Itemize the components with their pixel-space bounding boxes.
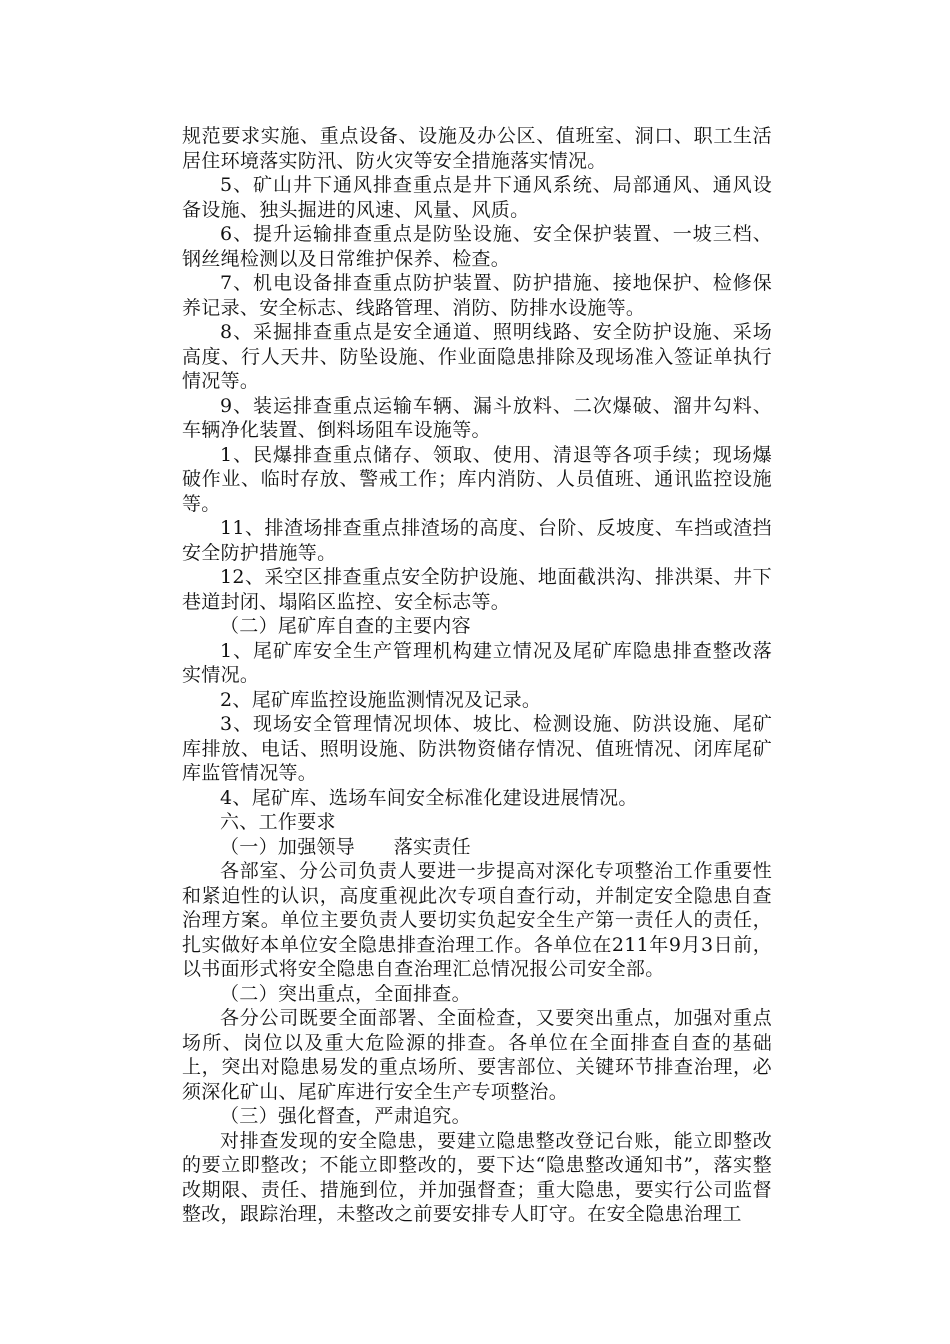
paragraph-item-8-mining: 8、采掘排查重点是安全通道、照明线路、安全防护设施、采场高度、行人天井、防坠设施、作业面隐患排除及现场准入签证单执行情况等。 — [182, 321, 772, 392]
paragraph-tailings-item-1: 1、尾矿库安全生产管理机构建立情况及尾矿库隐患排查整改落实情况。 — [182, 639, 772, 686]
paragraph-item-7-electromechanical: 7、机电设备排查重点防护装置、防护措施、接地保护、检修保养记录、安全标志、线路管理、消防、防排水设施等。 — [182, 272, 772, 319]
paragraph-item-12-goaf: 12、采空区排查重点安全防护设施、地面截洪沟、排洪渠、井下巷道封闭、塌陷区监控、安全标志等。 — [182, 566, 772, 613]
paragraph-leadership-body: 各部室、分公司负责人要进一步提高对深化专项整治工作重要性和紧迫性的认识，高度重视此次专项自查行动，并制定安全隐患自查治理方案。单位主要负责人要切实负起安全生产第一责任人的责任，扎实做好本单位安全隐患排查治理工作。各单位在211年9月3日前，以书面形式将安全隐患自查治理汇总情况报公司安全部。 — [182, 860, 772, 980]
paragraph-continuation: 规范要求实施、重点设备、设施及办公区、值班室、洞口、职工生活居住环境落实防汛、防火灾等安全措施落实情况。 — [182, 125, 772, 172]
section-heading-work-requirements: 六、工作要求 — [220, 811, 336, 833]
paragraph-item-5-ventilation: 5、矿山井下通风排查重点是井下通风系统、局部通风、通风设备设施、独头掘进的风速、风量、风质。 — [182, 174, 772, 221]
document-body — [182, 124, 772, 1227]
section-heading-tailings-inspection: （二）尾矿库自查的主要内容 — [220, 615, 471, 637]
paragraph-item-9-loading: 9、装运排查重点运输车辆、漏斗放料、二次爆破、溜井勾料、车辆净化装置、倒料场阻车设施等。 — [182, 394, 772, 441]
subsection-heading-leadership: （一）加强领导 落实责任 — [220, 835, 471, 858]
subsection-heading-supervision: （三）强化督查，严肃追究。 — [220, 1105, 471, 1127]
paragraph-tailings-item-4: 4、尾矿库、选场车间安全标准化建设进展情况。 — [220, 786, 638, 809]
subsection-heading-key-points: （二）突出重点，全面排查。 — [220, 982, 471, 1005]
paragraph-item-10-explosives: 1、民爆排查重点储存、领取、使用、清退等各项手续；现场爆破作业、临时存放、警戒工作；库内消防、人员值班、通讯监控设施等。 — [182, 443, 772, 515]
paragraph-item-6-hoisting: 6、提升运输排查重点是防坠设施、安全保护装置、一坡三档、钢丝绳检测以及日常维护保养、检查。 — [182, 223, 772, 270]
paragraph-tailings-item-3: 3、现场安全管理情况坝体、坡比、检测设施、防洪设施、尾矿库排放、电话、照明设施、防洪物资储存情况、值班情况、闭库尾矿库监管情况等。 — [182, 713, 772, 784]
paragraph-tailings-item-2: 2、尾矿库监控设施监测情况及记录。 — [220, 688, 542, 711]
paragraph-supervision-body: 对排查发现的安全隐患，要建立隐患整改登记台账，能立即整改的要立即整改；不能立即整改的，要下达“隐患整改通知书”，落实整改期限、责任、措施到位，并加强督查；重大隐患，要实行公司监督整改，跟踪治理，未整改之前要安排专人盯守。在安全隐患治理工 — [182, 1129, 772, 1225]
paragraph-item-11-waste-dump: 11、排渣场排查重点排渣场的高度、台阶、反坡度、车挡或渣挡安全防护措施等。 — [182, 517, 772, 564]
paragraph-key-points-body: 各分公司既要全面部署、全面检查，又要突出重点，加强对重点场所、岗位以及重大危险源的排查。各单位在全面排查自查的基础上，突出对隐患易发的重点场所、要害部位、关键环节排查治理，必须深化矿山、尾矿库进行安全生产专项整治。 — [182, 1007, 772, 1103]
